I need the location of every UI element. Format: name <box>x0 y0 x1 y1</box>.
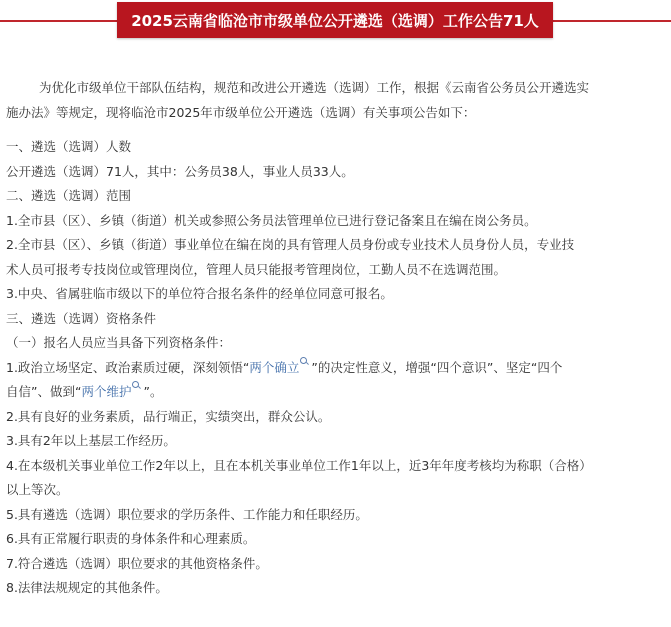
condition-7: 7.符合遴选（选调）职位要求的其他资格条件。 <box>6 555 268 571</box>
article-body <box>6 76 666 601</box>
condition-1-line-2: 自信”、做到“两个维护 ”。 <box>6 380 666 405</box>
search-icon[interactable] <box>132 381 141 390</box>
section-heading-qualifications: 三、遴选（选调）资格条件 <box>6 310 157 326</box>
intro-paragraph-line-1: 为优化市级单位干部队伍结构，规范和改进公开遴选（选调）工作，根据《云南省公务员公开遴选实 <box>39 80 590 95</box>
qualifications-subheading: （一）报名人员应当具备下列资格条件： <box>6 335 232 350</box>
section-heading-scope: 二、遴选（选调）范围 <box>6 188 132 203</box>
header-bar <box>0 0 671 38</box>
scope-item-2-line-2: 术人员可报考专技岗位或管理岗位，管理人员只能报考管理岗位，工勤人员不在选调范围。 <box>6 261 507 277</box>
condition-2: 2.具有良好的业务素质，品行端正，实绩突出，群众公认。 <box>6 408 331 424</box>
article-title: 2025云南省临沧市市级单位公开遴选（选调）工作公告71人 <box>117 2 553 38</box>
scope-item-1: 1.全市县（区）、乡镇（街道）机关或参照公务员法管理单位已进行登记备案且在编在岗公务员。 <box>6 212 537 228</box>
condition-3: 3.具有2年以上基层工作经历。 <box>6 433 176 448</box>
keyword-link-two-establishments[interactable]: 两个确立 <box>249 359 300 375</box>
condition-1-line-1: 1.政治立场坚定、政治素质过硬，深刻领悟“两个确立 ”的决定性意义，增强“四个意识”、坚定“四个 <box>6 356 666 381</box>
condition-4-line-2: 以上等次。 <box>6 482 69 497</box>
scope-item-2-line-1: 2.全市县（区）、乡镇（街道）事业单位在编在岗的具有管理人员身份或专业技术人员身份人员，专业技 <box>6 237 575 252</box>
intro-paragraph-line-2: 施办法》等规定，现将临沧市2025年市级单位公开遴选（选调）有关事项公告如下： <box>6 104 476 120</box>
condition-5: 5.具有遴选（选调）职位要求的学历条件、工作能力和任职经历。 <box>6 506 368 522</box>
section-text-count: 公开遴选（选调）71人，其中：公务员38人，事业人员33人。 <box>6 163 354 179</box>
keyword-link-two-safeguards[interactable]: 两个维护 <box>81 384 132 399</box>
section-heading-count: 一、遴选（选调）人数 <box>6 139 132 154</box>
scope-item-3: 3.中央、省属驻临市级以下的单位符合报名条件的经单位同意可报名。 <box>6 286 393 301</box>
condition-6: 6.具有正常履行职责的身体条件和心理素质。 <box>6 531 256 546</box>
condition-4-line-1: 4.在本级机关事业单位工作2年以上，且在本机关事业单位工作1年以上，近3年年度考核均为称职（合格） <box>6 457 592 473</box>
condition-8: 8.法律法规规定的其他条件。 <box>6 580 168 595</box>
search-icon[interactable] <box>300 357 309 366</box>
